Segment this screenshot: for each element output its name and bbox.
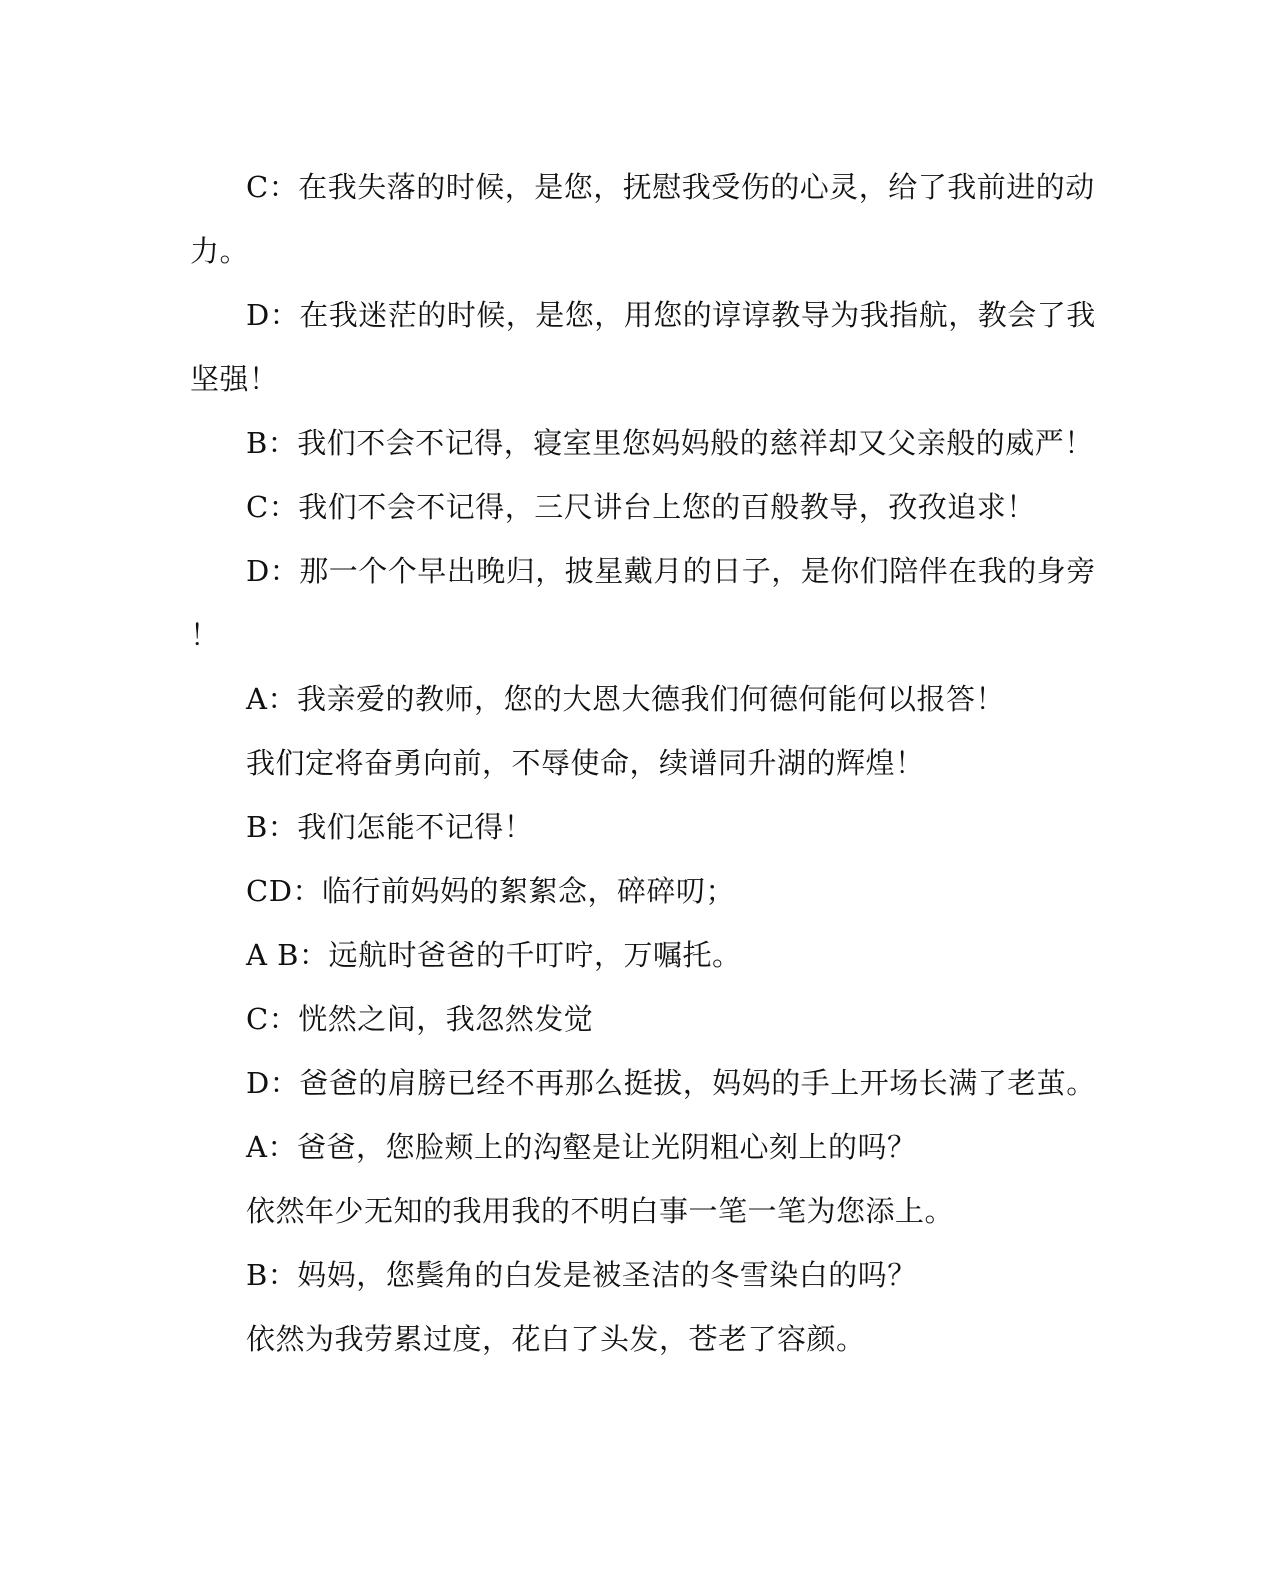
paragraph-line: 力。 <box>190 234 250 268</box>
paragraph-line: CD：临行前妈妈的絮絮念，碎碎叨； <box>246 874 735 908</box>
paragraph-line: B：我们不会不记得，寝室里您妈妈般的慈祥却又父亲般的威严！ <box>246 426 1094 460</box>
paragraph-line: 我们定将奋勇向前，不辱使命，续谱同升湖的辉煌！ <box>246 746 925 780</box>
paragraph-line: C：恍然之间，我忽然发觉 <box>246 1002 594 1036</box>
paragraph-line: 依然年少无知的我用我的不明白事一笔一笔为您添上。 <box>246 1194 955 1228</box>
paragraph-line: D：在我迷茫的时候，是您，用您的谆谆教导为我指航，教会了我 <box>246 298 1096 332</box>
paragraph-line: D：爸爸的肩膀已经不再那么挺拔，妈妈的手上开场长满了老茧。 <box>246 1066 1096 1100</box>
paragraph-line: A：我亲爱的教师，您的大恩大德我们何德何能何以报答！ <box>246 682 1005 716</box>
paragraph-line: A：爸爸，您脸颊上的沟壑是让光阴粗心刻上的吗？ <box>246 1130 917 1164</box>
paragraph-line: ！ <box>190 618 220 652</box>
paragraph-line: B：妈妈，您鬓角的白发是被圣洁的冬雪染白的吗？ <box>246 1258 917 1292</box>
paragraph-line: 依然为我劳累过度，花白了头发，苍老了容颜。 <box>246 1322 866 1356</box>
paragraph-line: 坚强！ <box>190 362 279 396</box>
paragraph-line: D：那一个个早出晚归，披星戴月的日子，是你们陪伴在我的身旁 <box>246 554 1096 588</box>
paragraph-line: A B：远航时爸爸的千叮咛，万嘱托。 <box>246 938 742 972</box>
paragraph-line: B：我们怎能不记得！ <box>246 810 534 844</box>
paragraph-line: C：在我失落的时候，是您，抚慰我受伤的心灵，给了我前进的动 <box>246 170 1095 204</box>
paragraph-line: C：我们不会不记得，三尺讲台上您的百般教导，孜孜追求！ <box>246 490 1036 524</box>
